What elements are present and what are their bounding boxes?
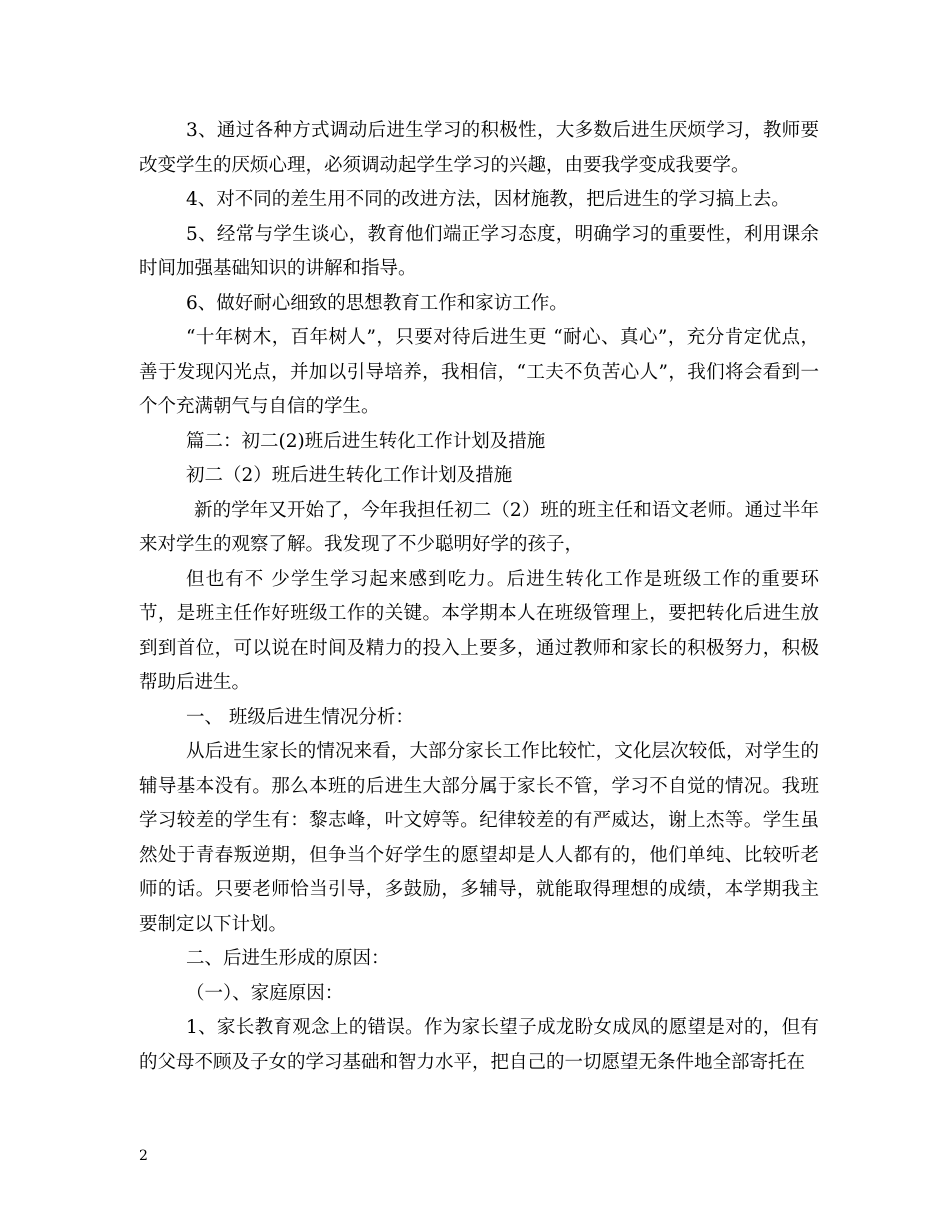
paragraph-item-6: 6、做好耐心细致的思想教育工作和家访工作。 <box>186 292 568 314</box>
paragraph-analysis: 从后进生家长的情况来看，大部分家长工作比较忙，文化层次较低，对学生的辅导基本没有。那么本班的后进生大部分属于家长不管，学习不自觉的情况。我班学习较差的学生有：黎志峰，叶文婷等。纪律较差的有严威达，谢上杰等。学生虽然处于青春叛逆期，但争当个好学生的愿望却是人人都有的，他们单纯、比较听老师的话。只要老师恰当引导，多鼓励，多辅导，就能取得理想的成绩，本学期我主要制定以下计划。 <box>139 741 819 935</box>
paragraph-intro: 新的学年又开始了，今年我担任初二（2）班的班主任和语文老师。通过半年来对学生的观察了解。我发现了不少聪明好学的孩子， <box>139 499 819 555</box>
heading-causes: 二、后进生形成的原因： <box>186 948 390 969</box>
paragraph-item-4: 4、对不同的差生用不同的改进方法，因材施教，把后进生的学习搞上去。 <box>186 189 790 210</box>
paragraph-conclusion: “十年树木，百年树人”，只要对待后进生更 “耐心、真心”，充分肯定优点，善于发现闪光点，并加以引导培养，我相信，“工夫不负苦心人”，我们将会看到一个个充满朝气与自信的学生。 <box>139 327 819 417</box>
heading-analysis: 一、 班级后进生情况分析： <box>186 706 414 728</box>
heading-family-causes: （一）、家庭原因： <box>186 982 344 1004</box>
document-body <box>139 114 819 1080</box>
paragraph-item-3: 3、通过各种方式调动后进生学习的积极性，大多数后进生厌烦学习，教师要改变学生的厌烦心理，必须调动起学生学习的兴趣，由要我学变成我要学。 <box>139 120 819 176</box>
page-number: 2 <box>139 1148 148 1164</box>
document-title: 初二（2）班后进生转化工作计划及措施 <box>186 465 513 486</box>
paragraph-intro-continued: 但也有不 少学生学习起来感到吃力。后进生转化工作是班级工作的重要环节，是班主任作好班级工作的关键。本学期本人在班级管理上，要把转化后进生放到到首位，可以说在时间及精力的投入上要多，通过教师和家长的积极努力，积极帮助后进生。 <box>139 568 819 693</box>
section-heading: 篇二：初二(2)班后进生转化工作计划及措施 <box>186 430 546 452</box>
paragraph-item-5: 5、经常与学生谈心，教育他们端正学习态度，明确学习的重要性，利用课余时间加强基础知识的讲解和指导。 <box>139 223 819 279</box>
paragraph-family-cause-1: 1、家长教育观念上的错误。作为家长望子成龙盼女成凤的愿望是对的，但有的父母不顾及子女的学习基础和智力水平，把自己的一切愿望无条件地全部寄托在 <box>139 1017 819 1073</box>
